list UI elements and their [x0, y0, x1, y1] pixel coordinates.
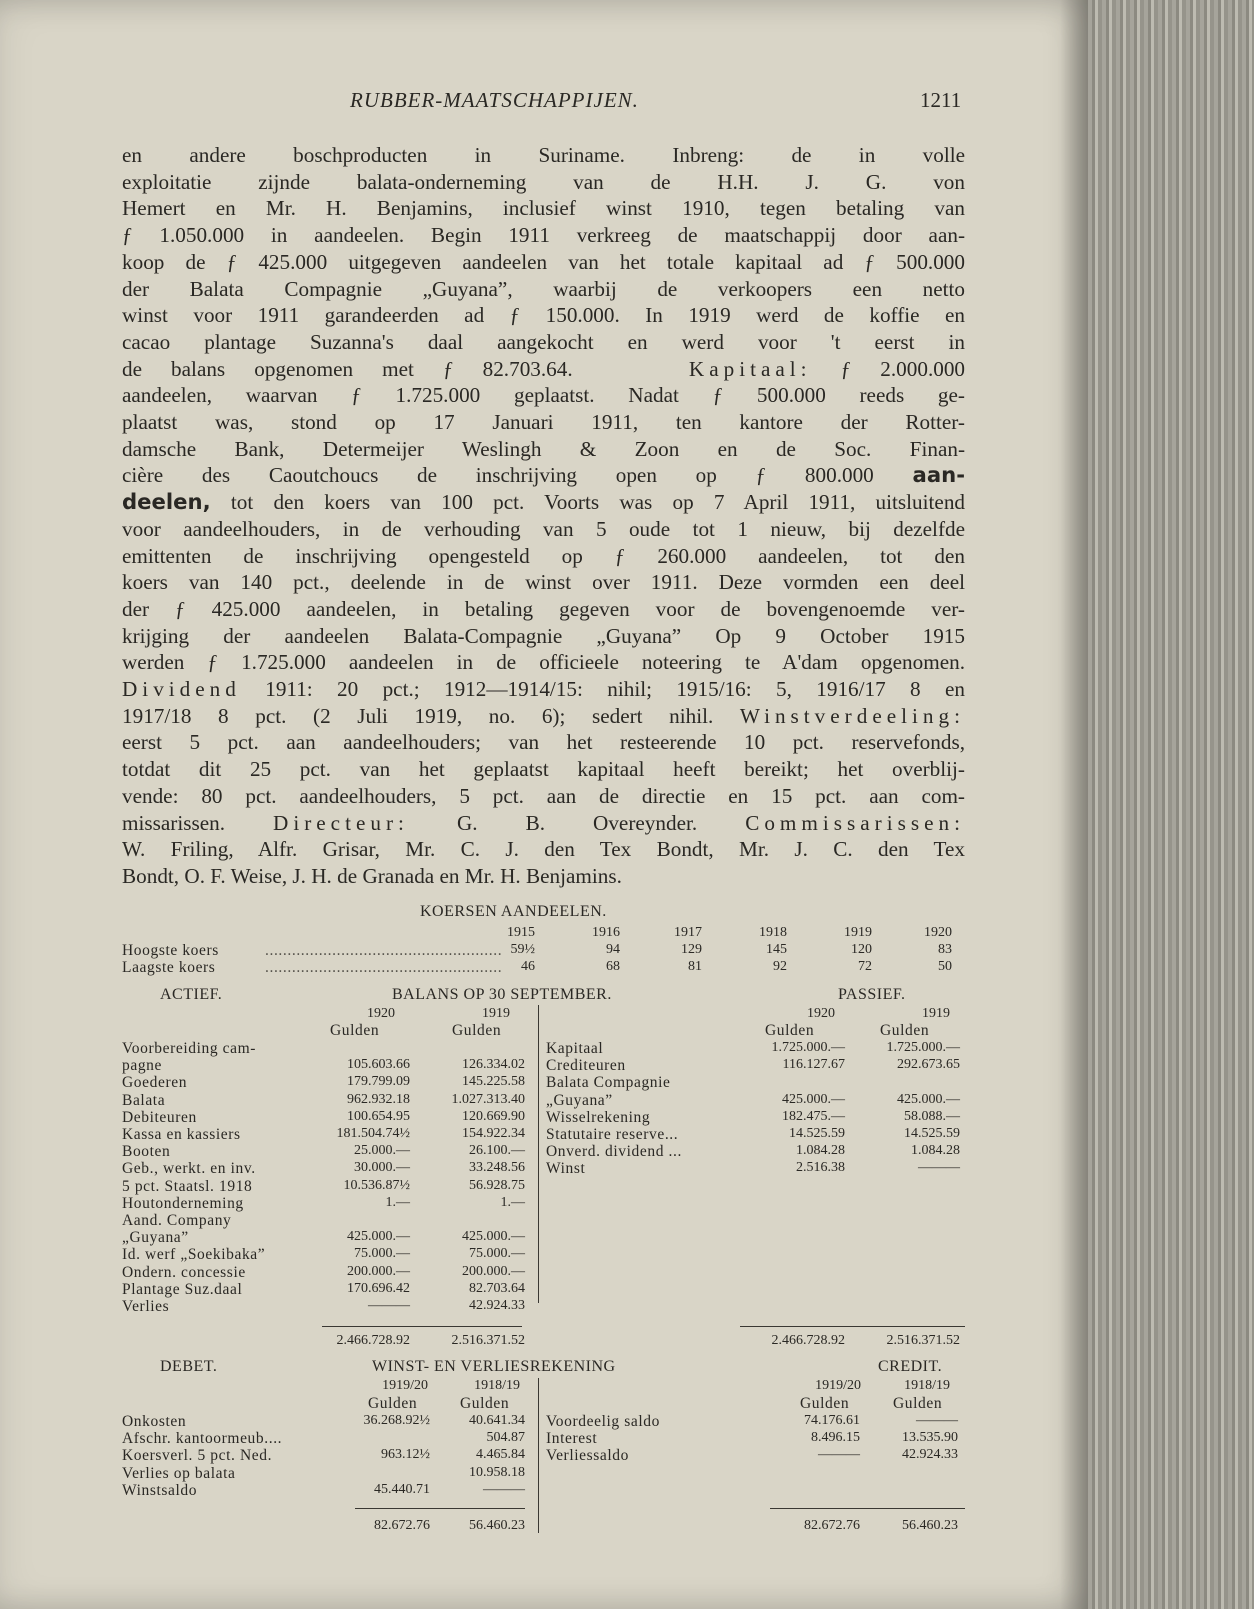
passief-row-value: 1.084.28: [911, 1143, 960, 1159]
credit-row-value: 8.496.15: [811, 1430, 860, 1446]
actief-row-value: 75.000.—: [469, 1246, 525, 1262]
body-line: [122, 810, 965, 837]
actief-row-value: 425.000.—: [347, 1229, 410, 1245]
body-line: en andere boschproducten in Suriname. Inbreng: de in volle: [122, 143, 965, 167]
body-line: koers van 140 pct., deelende in de winst over 1911. Deze vormden een deel: [122, 570, 965, 595]
body-line: der ƒ 425.000 aandeelen, in betaling gegeven voor de bovengenoemde ver-: [122, 596, 965, 621]
actief-row-label: Verlies: [122, 1298, 170, 1315]
passief-row-value: 116.127.67: [782, 1057, 845, 1073]
actief-row-value: 25.000.—: [354, 1143, 410, 1159]
commissarissen-label: Commissarissen:: [745, 810, 965, 835]
koersen-year: 1916: [592, 925, 620, 940]
balans-year: 1920: [807, 1006, 835, 1021]
total-value: 2.466.728.92: [336, 1333, 410, 1348]
kapitaal-label: Kapitaal:: [688, 356, 812, 381]
debet-row-label: Onkosten: [122, 1413, 187, 1430]
passief-row-value: 58.088.—: [904, 1108, 960, 1124]
passief-label: PASSIEF.: [838, 986, 906, 1003]
directeur-label: Directeur:: [273, 810, 409, 835]
koersen-value: 120: [851, 942, 872, 957]
total-value: 2.466.728.92: [771, 1333, 845, 1348]
body-line: W. Friling, Alfr. Grisar, Mr. C. J. den Tex Bondt, Mr. J. C. den Tex: [122, 837, 965, 862]
actief-row-value: 26.100.—: [469, 1143, 525, 1159]
passief-row-label: Crediteuren: [546, 1057, 626, 1075]
winst-year: 1918/19: [904, 1378, 950, 1393]
debet-row-value: 36.268.92½: [363, 1413, 430, 1428]
actief-row-value: 1.027.313.40: [451, 1091, 525, 1107]
actief-row-value: 100.654.95: [347, 1108, 410, 1124]
credit-label: CREDIT.: [878, 1358, 943, 1375]
body-line: der Balata Compagnie „Guyana”, waarbij de verkoopers een netto: [122, 276, 965, 301]
credit-row-value: 74.176.61: [804, 1413, 860, 1428]
body-text-fragment: 1911: 20 pct.; 1912—1914/15: nihil; 1915/16: 5, 1916/17 8 en: [265, 677, 965, 702]
passief-row-value: 2.516.38: [796, 1160, 845, 1176]
debet-row-value: 504.87: [486, 1430, 525, 1446]
currency-label: Gulden: [368, 1395, 418, 1412]
total-value: 2.516.371.52: [451, 1333, 525, 1348]
passief-row-value: 182.475.—: [782, 1108, 845, 1124]
winst-title: WINST- EN VERLIESREKENING: [372, 1358, 616, 1375]
actief-row-value: 42.924.33: [469, 1298, 525, 1313]
balans-year: 1920: [367, 1006, 395, 1021]
body-line: emittenten de inschrijving opengesteld op ƒ 260.000 aandeelen, tot den: [122, 543, 965, 568]
winst-year: 1919/20: [815, 1378, 861, 1393]
debet-row-label: Afschr. kantoormeub....: [122, 1430, 283, 1448]
debet-row-value: 40.641.34: [469, 1413, 525, 1428]
leader-dots: .....................................................: [265, 942, 503, 959]
koersen-year: 1918: [759, 925, 787, 940]
actief-row-label: Ondern. concessie: [122, 1263, 246, 1281]
debet-row-label: Winstsaldo: [122, 1481, 198, 1499]
actief-row-label: Booten: [122, 1143, 171, 1161]
body-line: damsche Bank, Determeijer Weslingh & Zoon en de Soc. Finan-: [122, 436, 965, 461]
actief-row-value: 962.932.18: [347, 1091, 410, 1107]
credit-row-value: ———: [916, 1413, 958, 1428]
directeur-name: G. B. Overeynder.: [456, 810, 698, 835]
actief-row-value: 126.334.02: [462, 1057, 525, 1073]
koersen-value: 50: [938, 959, 952, 974]
debet-row-value: 45.440.71: [374, 1481, 430, 1497]
body-line: Bondt, O. F. Weise, J. H. de Granada en Mr. H. Benjamins.: [122, 863, 622, 888]
balans-year: 1919: [482, 1006, 510, 1021]
aandeelen-bold: aan-: [912, 462, 966, 488]
koersen-value: 83: [938, 942, 952, 957]
koersen-value: 94: [606, 942, 620, 957]
koersen-year: 1919: [844, 925, 872, 940]
debet-row-value: 10.958.18: [469, 1464, 525, 1480]
total-rule: [322, 1326, 522, 1327]
total-value: 56.460.23: [469, 1518, 525, 1533]
currency-label: Gulden: [460, 1395, 510, 1412]
koersen-value: 72: [858, 959, 872, 974]
koersen-row-label: Laagste koers: [122, 959, 216, 976]
book-page-edges: [1088, 0, 1254, 1609]
actief-row-label: Kassa en kassiers: [122, 1126, 241, 1143]
body-text-fragment: missarissen.: [122, 810, 225, 835]
passief-row-value: 14.525.59: [789, 1126, 845, 1141]
running-title: RUBBER-MAATSCHAPPIJEN.: [350, 88, 639, 112]
winst-year: 1919/20: [382, 1378, 428, 1393]
body-line: koop de ƒ 425.000 uitgegeven aandeelen van het totale kapitaal ad ƒ 500.000: [122, 249, 965, 274]
actief-row-value: 200.000.—: [462, 1263, 525, 1279]
actief-label: ACTIEF.: [160, 986, 223, 1003]
passief-row-label: Balata Compagnie: [546, 1074, 671, 1092]
passief-row-value: 292.673.65: [897, 1057, 960, 1073]
koersen-value: 46: [521, 959, 535, 974]
kapitaal-value: ƒ 2.000.000: [840, 356, 966, 381]
body-line: winst voor 1911 garandeerden ad ƒ 150.000. In 1919 werd de koffie en: [122, 303, 965, 328]
actief-row-value: ———: [368, 1298, 410, 1313]
credit-row-label: Interest: [546, 1430, 598, 1448]
body-text-fragment: tot den koers van 100 pct. Voorts was op 7 April 1911, uitsluitend: [230, 490, 966, 515]
body-line: exploitatie zijnde balata-onderneming van de H.H. J. G. von: [122, 169, 965, 194]
body-line: ƒ 1.050.000 in aandeelen. Begin 1911 verkreeg de maatschappij door aan-: [122, 223, 965, 248]
total-value: 82.672.76: [374, 1518, 430, 1533]
koersen-value: 59½: [510, 942, 535, 957]
koersen-year: 1915: [507, 925, 535, 940]
leader-dots: .....................................................: [265, 959, 503, 976]
actief-row-label: Geb., werkt. en inv.: [122, 1160, 256, 1178]
koersen-value: 129: [681, 942, 702, 957]
passief-row-label: Winst: [546, 1160, 586, 1178]
actief-row-value: 10.536.87½: [343, 1177, 410, 1193]
passief-row-value: 14.525.59: [904, 1126, 960, 1141]
debet-label: DEBET.: [160, 1358, 218, 1375]
balans-year: 1919: [922, 1006, 950, 1021]
page-number: 1211: [920, 88, 962, 112]
currency-label: Gulden: [330, 1022, 380, 1039]
passief-row-value: 1.725.000.—: [886, 1040, 960, 1055]
koersen-title: KOERSEN AANDEELEN.: [420, 903, 607, 920]
balans-title: BALANS OP 30 SEPTEMBER.: [392, 986, 612, 1003]
passief-row-label: Wisselrekening: [546, 1108, 651, 1126]
currency-label: Gulden: [765, 1022, 815, 1039]
passief-row-label: Kapitaal: [546, 1040, 604, 1057]
actief-row-value: 200.000.—: [347, 1263, 410, 1279]
credit-row-value: ———: [818, 1447, 860, 1463]
actief-row-value: 1.—: [500, 1194, 525, 1210]
winst-year: 1918/19: [474, 1378, 520, 1393]
body-text-fragment: cière des Caoutchoucs de inschrijving open op ƒ 800.000: [122, 463, 874, 488]
body-line: Hemert en Mr. H. Benjamins, inclusief winst 1910, tegen betaling van: [122, 196, 965, 221]
actief-row-value: 120.669.90: [462, 1108, 525, 1124]
article-body: [122, 142, 965, 890]
actief-row-label: Houtonderneming: [122, 1194, 244, 1212]
actief-row-label: Aand. Company: [122, 1212, 232, 1229]
body-line: plaatst was, stond op 17 Januari 1911, ten kantore der Rotter-: [122, 410, 965, 435]
total-value: 56.460.23: [902, 1518, 958, 1533]
body-text-fragment: de balans opgenomen met ƒ 82.703.64.: [122, 356, 573, 381]
body-line: [122, 462, 965, 489]
passief-row-label: Onverd. dividend ...: [546, 1143, 682, 1161]
actief-row-value: 75.000.—: [354, 1246, 410, 1262]
actief-row-label: Debiteuren: [122, 1108, 197, 1126]
debet-row-value: 963.12½: [381, 1447, 430, 1463]
actief-row-value: 105.603.66: [347, 1057, 410, 1073]
credit-row-value: 13.535.90: [902, 1430, 958, 1446]
body-line: cacao plantage Suzanna's daal aangekocht en werd voor 't eerst in: [122, 329, 965, 354]
passief-row-value: 1.725.000.—: [771, 1040, 845, 1055]
actief-row-value: 179.799.09: [347, 1074, 410, 1090]
passief-row-value: 425.000.—: [782, 1091, 845, 1107]
passief-row-label: „Guyana”: [546, 1091, 613, 1109]
koersen-row-label: Hoogste koers: [122, 942, 219, 959]
body-line: [122, 703, 965, 730]
body-line: voor aandeelhouders, in de verhouding van 5 oude tot 1 nieuw, bij dezelfde: [122, 516, 965, 541]
total-value: 82.672.76: [804, 1518, 860, 1533]
body-line: [122, 356, 965, 383]
body-line: totdat dit 25 pct. van het geplaatst kapitaal heeft bereikt; het overblij-: [122, 757, 965, 782]
actief-row-value: 33.248.56: [469, 1160, 525, 1176]
koersen-year: 1917: [674, 925, 702, 940]
actief-row-value: 154.922.34: [462, 1126, 525, 1141]
koersen-value: 68: [606, 959, 620, 974]
actief-row-value: 56.928.75: [469, 1177, 525, 1193]
actief-row-label: Balata: [122, 1091, 166, 1109]
currency-label: Gulden: [452, 1022, 502, 1039]
koersen-value: 81: [688, 959, 702, 974]
currency-label: Gulden: [800, 1395, 850, 1412]
total-value: 2.516.371.52: [886, 1333, 960, 1348]
debet-row-value: ———: [483, 1481, 525, 1497]
debet-row-value: 4.465.84: [476, 1447, 525, 1463]
koersen-value: 145: [766, 942, 787, 957]
actief-row-value: 170.696.42: [347, 1280, 410, 1296]
actief-row-value: 425.000.—: [462, 1229, 525, 1245]
actief-row-value: 145.225.58: [462, 1074, 525, 1090]
deelen-bold: deelen,: [122, 489, 211, 515]
actief-row-label: 5 pct. Staatsl. 1918: [122, 1177, 253, 1195]
currency-label: Gulden: [880, 1022, 930, 1039]
dividend-label: Dividend: [122, 677, 241, 702]
currency-label: Gulden: [893, 1395, 943, 1412]
actief-row-label: Voorbereiding cam-: [122, 1040, 257, 1057]
actief-row-value: 82.703.64: [469, 1280, 525, 1296]
credit-row-label: Voordeelig saldo: [546, 1413, 660, 1430]
total-rule: [740, 1326, 965, 1327]
body-line: eerst 5 pct. aan aandeelhouders; van het resteerende 10 pct. reservefonds,: [122, 730, 965, 755]
passief-row-value: 425.000.—: [897, 1091, 960, 1107]
column-divider: [538, 1378, 539, 1533]
actief-row-value: 1.—: [385, 1194, 410, 1210]
body-line: aandeelen, waarvan ƒ 1.725.000 geplaatst. Nadat ƒ 500.000 reeds ge-: [122, 383, 965, 408]
actief-row-value: 181.504.74½: [336, 1126, 410, 1141]
passief-row-value: 1.084.28: [796, 1143, 845, 1159]
debet-row-label: Verlies op balata: [122, 1464, 236, 1482]
koersen-year: 1920: [924, 925, 952, 940]
credit-row-value: 42.924.33: [902, 1447, 958, 1463]
total-rule: [355, 1508, 525, 1509]
body-line: [122, 676, 965, 703]
body-line: werden ƒ 1.725.000 aandeelen in de officieele noteering te A'dam opgenomen.: [122, 650, 965, 675]
body-line: vende: 80 pct. aandeelhouders, 5 pct. aan de directie en 15 pct. aan com-: [122, 783, 965, 808]
actief-row-label: Plantage Suz.daal: [122, 1280, 243, 1298]
koersen-value: 92: [773, 959, 787, 974]
body-text-fragment: 1917/18 8 pct. (2 Juli 1919, no. 6); sedert nihil.: [122, 703, 714, 728]
credit-row-label: Verliessaldo: [546, 1447, 629, 1465]
body-line: [122, 489, 965, 516]
actief-row-value: 30.000.—: [354, 1160, 410, 1176]
actief-row-label: Goederen: [122, 1074, 188, 1092]
winstverdeeling-label: Winstverdeeling:: [739, 703, 965, 728]
debet-row-label: Koersverl. 5 pct. Ned.: [122, 1447, 273, 1465]
actief-row-label: pagne: [122, 1057, 163, 1075]
passief-row-value: ———: [918, 1160, 960, 1176]
body-line: krijging der aandeelen Balata-Compagnie „Guyana” Op 9 October 1915: [122, 623, 965, 648]
passief-row-label: Statutaire reserve...: [546, 1126, 679, 1143]
actief-row-label: Id. werf „Soekibaka”: [122, 1246, 266, 1264]
total-rule: [770, 1508, 965, 1509]
actief-row-label: „Guyana”: [122, 1229, 189, 1247]
column-divider: [538, 1005, 539, 1303]
